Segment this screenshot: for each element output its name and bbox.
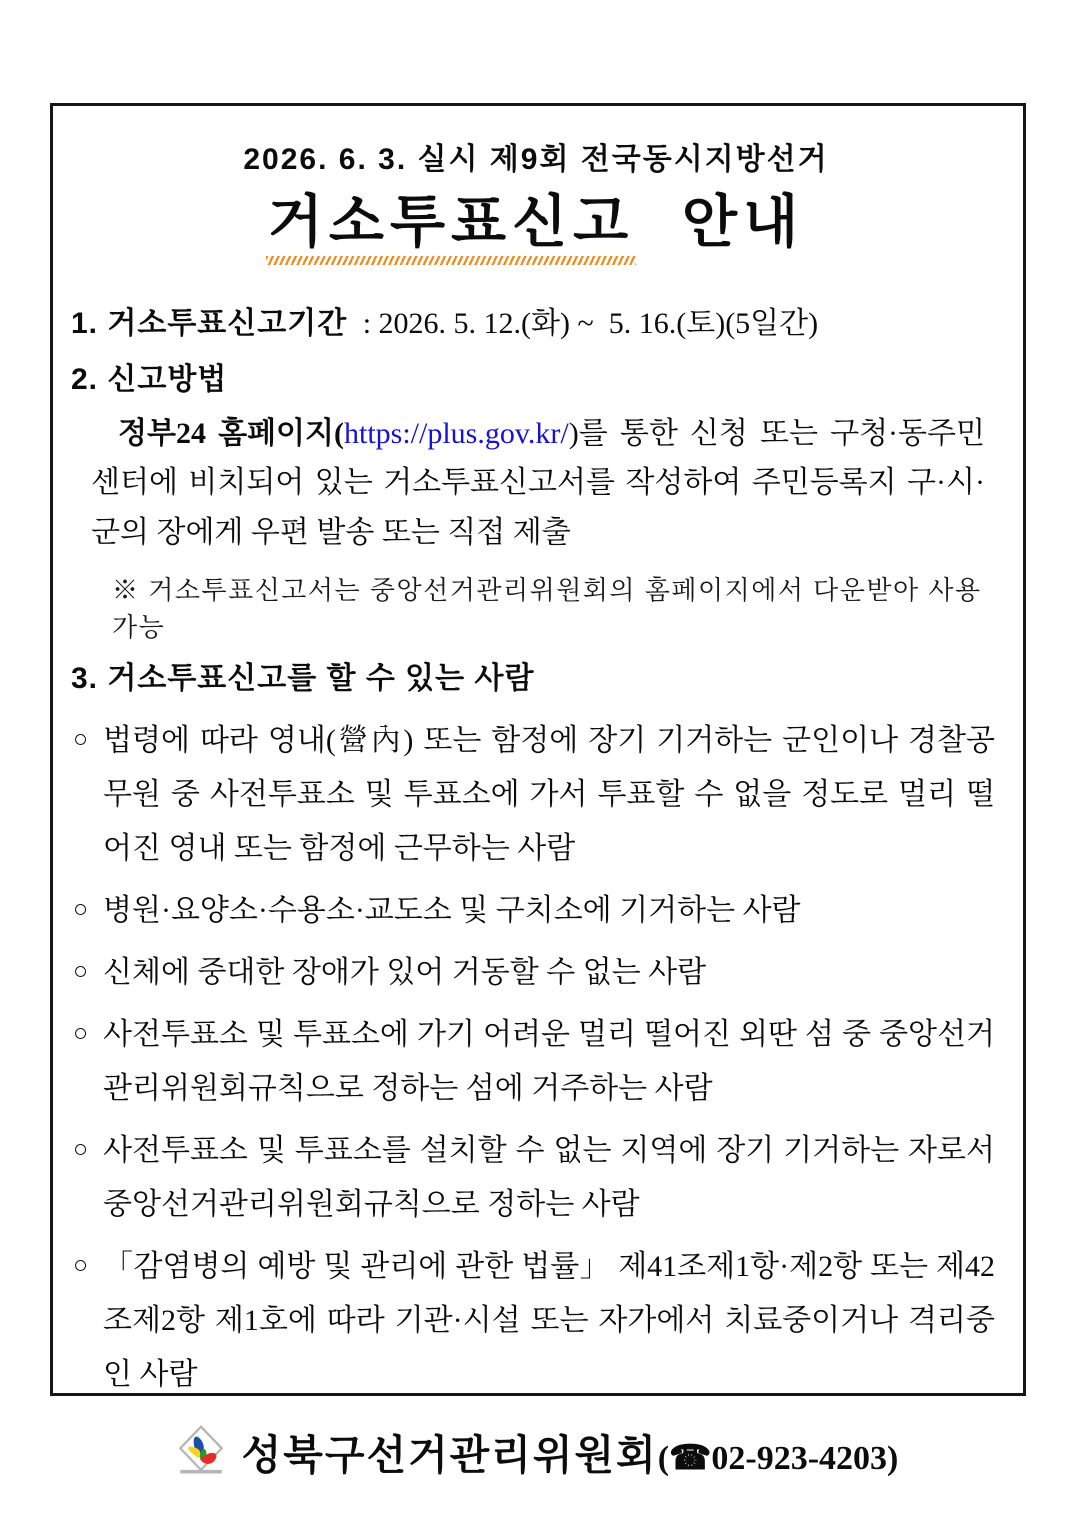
list-item	[73, 946, 1001, 1000]
footer-phone: (☎02-923-4203)	[657, 1439, 899, 1477]
circle-bullet-icon: ○	[73, 725, 89, 753]
footer-text	[242, 1422, 899, 1481]
section-eligible	[71, 658, 1001, 700]
circle-bullet-icon: ○	[73, 895, 89, 923]
method-rest-text: )를 통한 신청 또는 구청·동주민센터에 비치되어 있는 거소투표신고서를 작성하여 주민등록지 구·시·군의 장에게 우편 발송 또는 직접 제출	[91, 416, 985, 550]
section-period-value: : 2026. 5. 12.(화) ~ 5. 16.(토)(5일간)	[362, 306, 819, 340]
list-item-text: 사전투표소 및 투표소를 설치할 수 없는 지역에 장기 기거하는 자로서 중앙선거관리위원회규칙으로 정하는 사람	[103, 1133, 995, 1221]
section-eligible-heading: 3. 거소투표신고를 할 수 있는 사람	[71, 661, 535, 695]
list-item	[73, 1124, 1001, 1232]
title-underlined-text: 거소투표신고	[268, 190, 634, 259]
section-method-heading: 2. 신고방법	[71, 362, 228, 396]
title-suffix-text: 안내	[682, 190, 805, 254]
nec-logo-icon	[174, 1424, 228, 1478]
list-item-text: 사전투표소 및 투표소에 가기 어려운 멀리 떨어진 외딴 섬 중 중앙선거관리위원회규칙으로 정하는 섬에 거주하는 사람	[103, 1017, 995, 1105]
list-item-text: 법령에 따라 영내(營內) 또는 함정에 장기 기거하는 군인이나 경찰공무원 중 사전투표소 및 투표소에 가서 투표할 수 없을 정도로 멀리 떨어진 영내 또는 함정에 근무하는 사람	[103, 723, 995, 865]
section-period	[71, 303, 1001, 345]
gov24-bold-lead: 정부24 홈페이지(	[118, 416, 344, 450]
notice-frame	[50, 103, 1026, 1478]
circle-bullet-icon: ○	[73, 1019, 89, 1047]
circle-bullet-icon: ○	[73, 957, 89, 985]
download-note: ※ 거소투표신고서는 중앙선거관리위원회의 홈페이지에서 다운받아 사용 가능	[112, 574, 982, 642]
election-subtitle: 2026. 6. 3. 실시 제9회 전국동시지방선거	[243, 143, 829, 176]
circle-bullet-icon: ○	[73, 1251, 89, 1279]
method-paragraph	[91, 409, 985, 558]
list-item-text: 신체에 중대한 장애가 있어 거동할 수 없는 사람	[103, 955, 707, 989]
section-period-heading: 1. 거소투표신고기간	[71, 306, 348, 340]
circle-bullet-icon: ○	[73, 1135, 89, 1163]
gov24-url-link[interactable]: https://plus.gov.kr/	[344, 416, 569, 450]
footer-org-name: 성북구선거관리위원회	[241, 1431, 658, 1478]
list-item-text: 「감염병의 예방 및 관리에 관한 법률」 제41조제1항·제2항 또는 제42조제2항 제1호에 따라 기관·시설 또는 자가에서 치료중이거나 격리중인 사람	[103, 1249, 995, 1391]
footer	[71, 1422, 1001, 1481]
section-method	[71, 359, 1001, 401]
eligible-list	[73, 714, 1001, 1402]
notice-title	[71, 190, 1001, 259]
list-item	[73, 1240, 1001, 1402]
list-item	[73, 884, 1001, 938]
list-item	[73, 714, 1001, 876]
list-item	[73, 1008, 1001, 1116]
list-item-text: 병원·요양소·수용소·교도소 및 구치소에 기거하는 사람	[103, 893, 801, 927]
